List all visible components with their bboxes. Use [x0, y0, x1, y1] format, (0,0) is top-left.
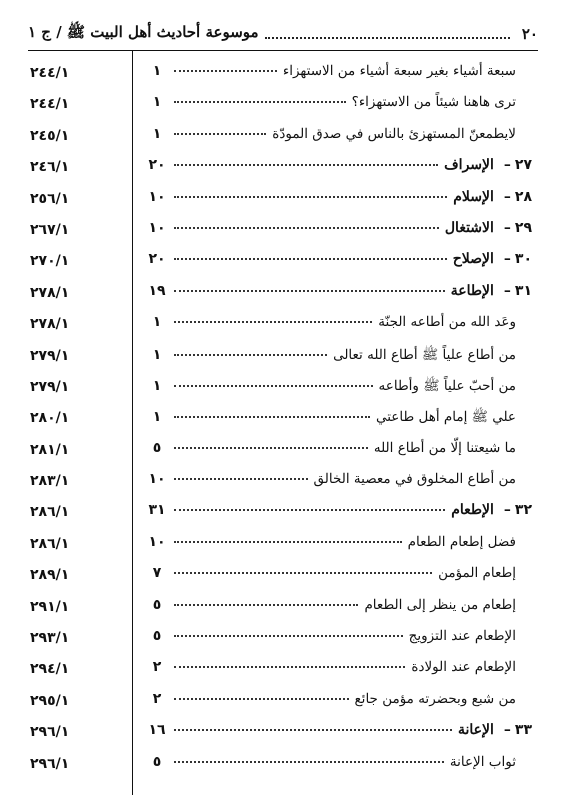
leader-dots	[174, 572, 432, 574]
entry-text	[146, 565, 516, 581]
leader-dots	[174, 447, 368, 449]
entry-label: الإطعام عند الولادة	[411, 659, 516, 676]
page-reference: ٢٨٩/١	[30, 567, 70, 584]
leader-dots	[174, 354, 327, 356]
entry-number: ٢٨	[514, 188, 532, 205]
hadith-count: ١	[152, 63, 162, 79]
entry-text	[146, 691, 516, 707]
page-reference: ٢٩١/١	[30, 598, 70, 615]
entry-dash: –	[503, 157, 511, 174]
index-subentry-row	[28, 468, 538, 499]
entry-text	[146, 471, 516, 487]
page-header	[28, 22, 538, 46]
page-reference: ٢٤٦/١	[30, 159, 70, 176]
entry-text	[146, 377, 516, 397]
index-subentry-row	[28, 311, 538, 342]
leader-dots	[174, 761, 444, 763]
leader-dots	[174, 321, 372, 323]
entry-number: ٢٧	[514, 157, 532, 174]
index-heading-row	[28, 217, 538, 248]
hadith-count: ٥	[152, 439, 162, 456]
hadith-count: ٣١	[148, 502, 166, 519]
entry-number: ٣٣	[514, 722, 532, 739]
entry-text	[146, 534, 516, 550]
entry-text	[146, 94, 516, 110]
leader-dots	[174, 290, 445, 292]
entry-label: الإطعام عند التزويج	[408, 628, 516, 645]
entry-label: ما شيعتنا إلّا من أطاع الله	[373, 439, 516, 456]
entry-text	[146, 346, 516, 366]
index-subentry-row	[28, 405, 538, 436]
hadith-count: ١٠	[148, 188, 166, 205]
leader-dots	[174, 196, 447, 198]
index-subentry-row	[28, 656, 538, 687]
page-reference: ٢٧٨/١	[30, 284, 70, 301]
index-subentry-row	[28, 91, 538, 122]
hadith-count: ٥	[152, 628, 162, 645]
page-reference: ٢٤٥/١	[30, 127, 70, 144]
page-reference: ٢٤٤/١	[30, 65, 70, 81]
page-reference: ٢٥٦/١	[30, 190, 70, 207]
entry-label: من شبع وبحضرته مؤمن جائع	[354, 690, 516, 707]
entry-label: من أطاع علياً ﷺ أطاع الله تعالى	[333, 346, 516, 363]
page-reference: ٢٩٥/١	[30, 692, 70, 709]
entry-number: ٣٠	[514, 251, 532, 268]
leader-dots	[174, 478, 308, 480]
page-reference: ٢٩٦/١	[30, 724, 70, 741]
leader-dots	[174, 416, 370, 418]
entry-text	[146, 126, 516, 142]
entry-label: الإصلاح	[452, 251, 494, 268]
page-reference: ٢٩٤/١	[30, 661, 70, 678]
index-subentry-row	[28, 594, 538, 625]
page-reference: ٢٧٩/١	[30, 347, 70, 364]
entry-label: إطعام المؤمن	[438, 565, 516, 582]
page-reference: ٢٦٧/١	[30, 221, 70, 238]
entry-label: الإطاعة	[450, 282, 494, 299]
entry-number: ٢٩	[514, 219, 532, 236]
entry-text	[146, 502, 532, 518]
entry-label: من أطاع المخلوق في معصية الخالق	[313, 471, 516, 488]
entry-dash: –	[503, 722, 511, 739]
hadith-count: ١	[152, 377, 162, 394]
entry-label: الإطعام	[451, 502, 494, 519]
leader-dots	[174, 164, 438, 166]
entry-text	[146, 659, 516, 675]
hadith-count: ٥	[152, 596, 162, 613]
leader-dots	[174, 385, 373, 387]
page-reference: ٢٧٨/١	[30, 316, 70, 333]
page-reference: ٢٩٦/١	[30, 755, 70, 772]
entry-label: سبعة أشياء بغير سبعة أشياء من الاستهزاء	[282, 63, 516, 79]
hadith-count: ١	[152, 125, 162, 142]
hadith-count: ١	[152, 94, 162, 111]
page-reference: ٢٨٦/١	[30, 535, 70, 552]
hadith-count: ١٠	[148, 471, 166, 488]
hadith-count: ١	[152, 346, 162, 363]
leader-dots	[174, 635, 403, 637]
entry-dash: –	[503, 188, 511, 205]
entry-label: فضل إطعام الطعام	[407, 533, 516, 550]
leader-dots	[174, 541, 402, 543]
running-title: موسوعة أحاديث أهل البيت ﷺ / ج ١	[28, 23, 259, 41]
hadith-count: ١	[152, 409, 162, 426]
entry-label: ثواب الإعانة	[449, 753, 516, 770]
entry-text	[146, 722, 532, 738]
leader-dots	[174, 258, 447, 260]
index-subentry-row	[28, 437, 538, 468]
page-reference: ٢٨٣/١	[30, 473, 70, 490]
hadith-count: ٥	[152, 753, 162, 770]
leader-dots	[174, 70, 277, 72]
index-subentry-row	[28, 625, 538, 656]
index-subentry-row	[28, 123, 538, 154]
index-subentry-row	[28, 531, 538, 562]
entry-label: وعَد الله من أطاعه الجنّة	[378, 314, 516, 331]
index-heading-row	[28, 248, 538, 279]
index-heading-row	[28, 154, 538, 185]
leader-dots	[174, 604, 358, 606]
hadith-count: ١٠	[148, 219, 166, 236]
entry-text	[146, 314, 516, 330]
leader-dots	[174, 101, 346, 103]
entry-text	[146, 597, 516, 613]
index-subentry-row	[28, 374, 538, 405]
entry-text	[146, 63, 516, 79]
header-rule	[28, 50, 538, 51]
hadith-count: ١٠	[148, 533, 166, 550]
leader-dots	[174, 133, 266, 135]
page-reference: ٢٩٣/١	[30, 630, 70, 647]
index-subentry-row	[28, 562, 538, 593]
entry-text	[146, 157, 532, 173]
index-heading-row	[28, 719, 538, 750]
page-reference: ٢٤٤/١	[30, 96, 70, 113]
entry-label: الإسلام	[453, 188, 494, 205]
index-subentry-row	[28, 60, 538, 91]
entry-text	[146, 283, 532, 299]
hadith-count: ٢٠	[148, 157, 166, 174]
entry-text	[146, 220, 532, 236]
hadith-count: ١	[152, 314, 162, 331]
entry-dash: –	[503, 502, 511, 519]
index-subentry-row	[28, 688, 538, 719]
page-reference: ٢٨١/١	[30, 441, 70, 458]
index-subentry-row	[28, 751, 538, 782]
leader-dots	[174, 729, 452, 731]
entry-text	[146, 628, 516, 644]
index-heading-row	[28, 280, 538, 311]
index-list	[28, 60, 538, 782]
entry-label: إطعام من ينظر إلى الطعام	[364, 596, 516, 613]
page-number: ٢٠	[521, 25, 538, 43]
entry-label: ترى هاهنا شيئاً من الاستهزاء؟	[351, 94, 516, 111]
page-reference: ٢٧٠/١	[30, 253, 70, 270]
header-leader-dots	[265, 37, 510, 39]
entry-dash: –	[503, 251, 511, 268]
entry-text	[146, 408, 516, 428]
hadith-count: ١٦	[148, 722, 166, 739]
leader-dots	[174, 509, 445, 511]
entry-label: لايطمعنّ المستهزئ بالناس في صدق المودّة	[272, 125, 516, 142]
entry-label: الإسراف	[444, 157, 494, 174]
hadith-count: ٧	[152, 565, 162, 582]
entry-label: الاشتغال	[444, 219, 494, 236]
entry-label: من أحبّ علياً ﷺ وأطاعه	[378, 377, 516, 394]
entry-label: الإعانة	[458, 722, 494, 739]
entry-dash: –	[503, 282, 511, 299]
index-heading-row	[28, 186, 538, 217]
index-subentry-row	[28, 343, 538, 374]
entry-number: ٣٢	[514, 502, 532, 519]
index-heading-row	[28, 499, 538, 530]
entry-label: علي ﷺ إمام أهل طاعتي	[375, 409, 516, 426]
page-reference: ٢٧٩/١	[30, 378, 70, 395]
entry-text	[146, 251, 532, 267]
page-reference: ٢٨٦/١	[30, 504, 70, 521]
entry-text	[146, 754, 516, 770]
entry-number: ٣١	[514, 282, 532, 299]
leader-dots	[174, 698, 349, 700]
hadith-count: ١٩	[148, 282, 166, 299]
entry-text	[146, 189, 532, 205]
hadith-count: ٢٠	[148, 251, 166, 268]
entry-dash: –	[503, 219, 511, 236]
leader-dots	[174, 666, 405, 668]
hadith-count: ٢	[152, 690, 162, 707]
hadith-count: ٢	[152, 659, 162, 676]
entry-text	[146, 440, 516, 456]
leader-dots	[174, 227, 439, 229]
page-reference: ٢٨٠/١	[30, 410, 70, 427]
